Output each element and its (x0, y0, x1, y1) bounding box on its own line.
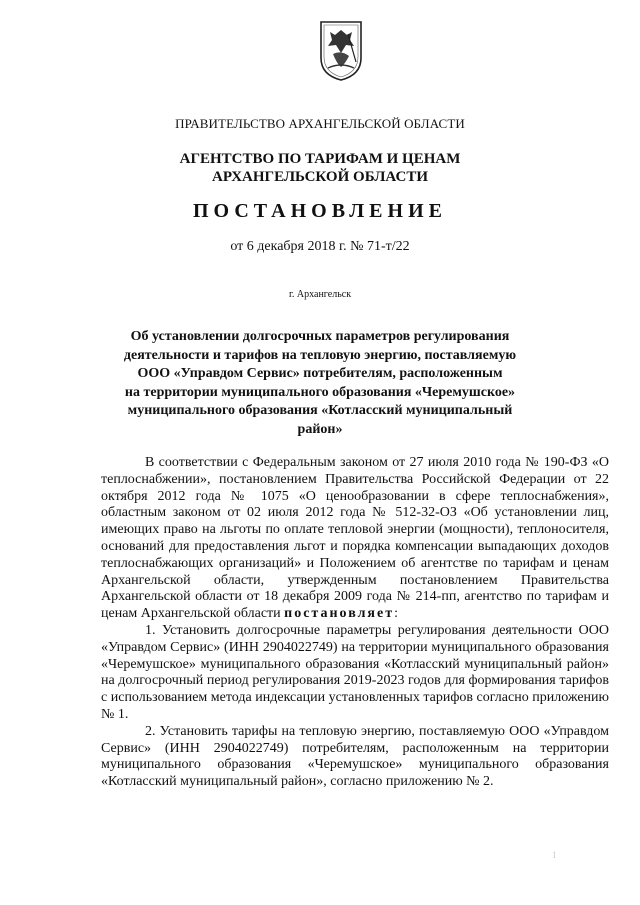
preamble-paragraph (101, 455, 609, 623)
page-number: 1 (552, 850, 557, 860)
decree-title: ПОСТАНОВЛЕНИЕ (193, 200, 447, 222)
coat-of-arms-emblem (318, 20, 364, 82)
agency-name (0, 150, 640, 186)
agency-name-line1: АГЕНТСТВО ПО ТАРИФАМ И ЦЕНАМ (179, 151, 461, 167)
resolves-word: постановляет (284, 606, 395, 622)
item-2-paragraph: 2. Установить тарифы на тепловую энергию, поставляемую ООО «Управдом Сервис» (ИНН 2904022749) потребителям, расположенным на территории муниципального образования «Черемушское» муниципального образования «Котласский муниципальный район», согласно приложению № 2. (101, 723, 609, 790)
government-name: ПРАВИТЕЛЬСТВО АРХАНГЕЛЬСКОЙ ОБЛАСТИ (175, 116, 465, 131)
subject-line: муниципального образования «Котласский муниципальный район» (127, 403, 513, 437)
preamble-text: В соответствии с Федеральным законом от 27 июля 2010 года № 190-ФЗ «О теплоснабжении», постановлением Правительства Российской Федерации от 22 октября 2012 года № 1075 «О ценообразовании в сфере теплоснабжения», областным законом от 02 июля 2012 года № 512-32-ОЗ «Об установлении лиц, имеющих право на льготы по оплате тепловой энергии (мощности), теплоносителя, оснований для предоставления льгот и порядка компенсации выпадающих доходов теплоснабжающих организаций» и Положением об агентстве по тарифам и ценам Архангельской области, утвержденным постановлением Правительства Архангельской области от 18 декабря 2009 года № 214-пп, агентство по тарифам и ценам Архангельской области (101, 455, 609, 622)
decree-city: г. Архангельск (288, 289, 352, 300)
preamble-colon: : (394, 606, 398, 622)
item-1-paragraph: 1. Установить долгосрочные параметры регулирования деятельности ООО «Управдом Сервис» (ИНН 2904022749) на территории муниципального образования «Черемушское» муниципального образования «Котласский муниципальный район» на долгосрочный период регулирования 2019-2023 годов для формирования тарифов с использованием метода индексации установленных тарифов согласно приложению № 1. (101, 622, 609, 722)
decree-subject (110, 328, 530, 439)
subject-line: ООО «Управдом Сервис» потребителям, расположенным (137, 366, 503, 381)
subject-line: на территории муниципального образования «Черемушское» (124, 384, 516, 400)
subject-line: деятельности и тарифов на тепловую энергию, поставляемую (123, 347, 517, 363)
subject-line: Об установлении долгосрочных параметров регулирования (130, 329, 510, 344)
decree-date-number: от 6 декабря 2018 г. № 71-т/22 (230, 239, 410, 254)
decree-body (101, 455, 609, 791)
agency-name-line2: АРХАНГЕЛЬСКОЙ ОБЛАСТИ (212, 169, 428, 185)
